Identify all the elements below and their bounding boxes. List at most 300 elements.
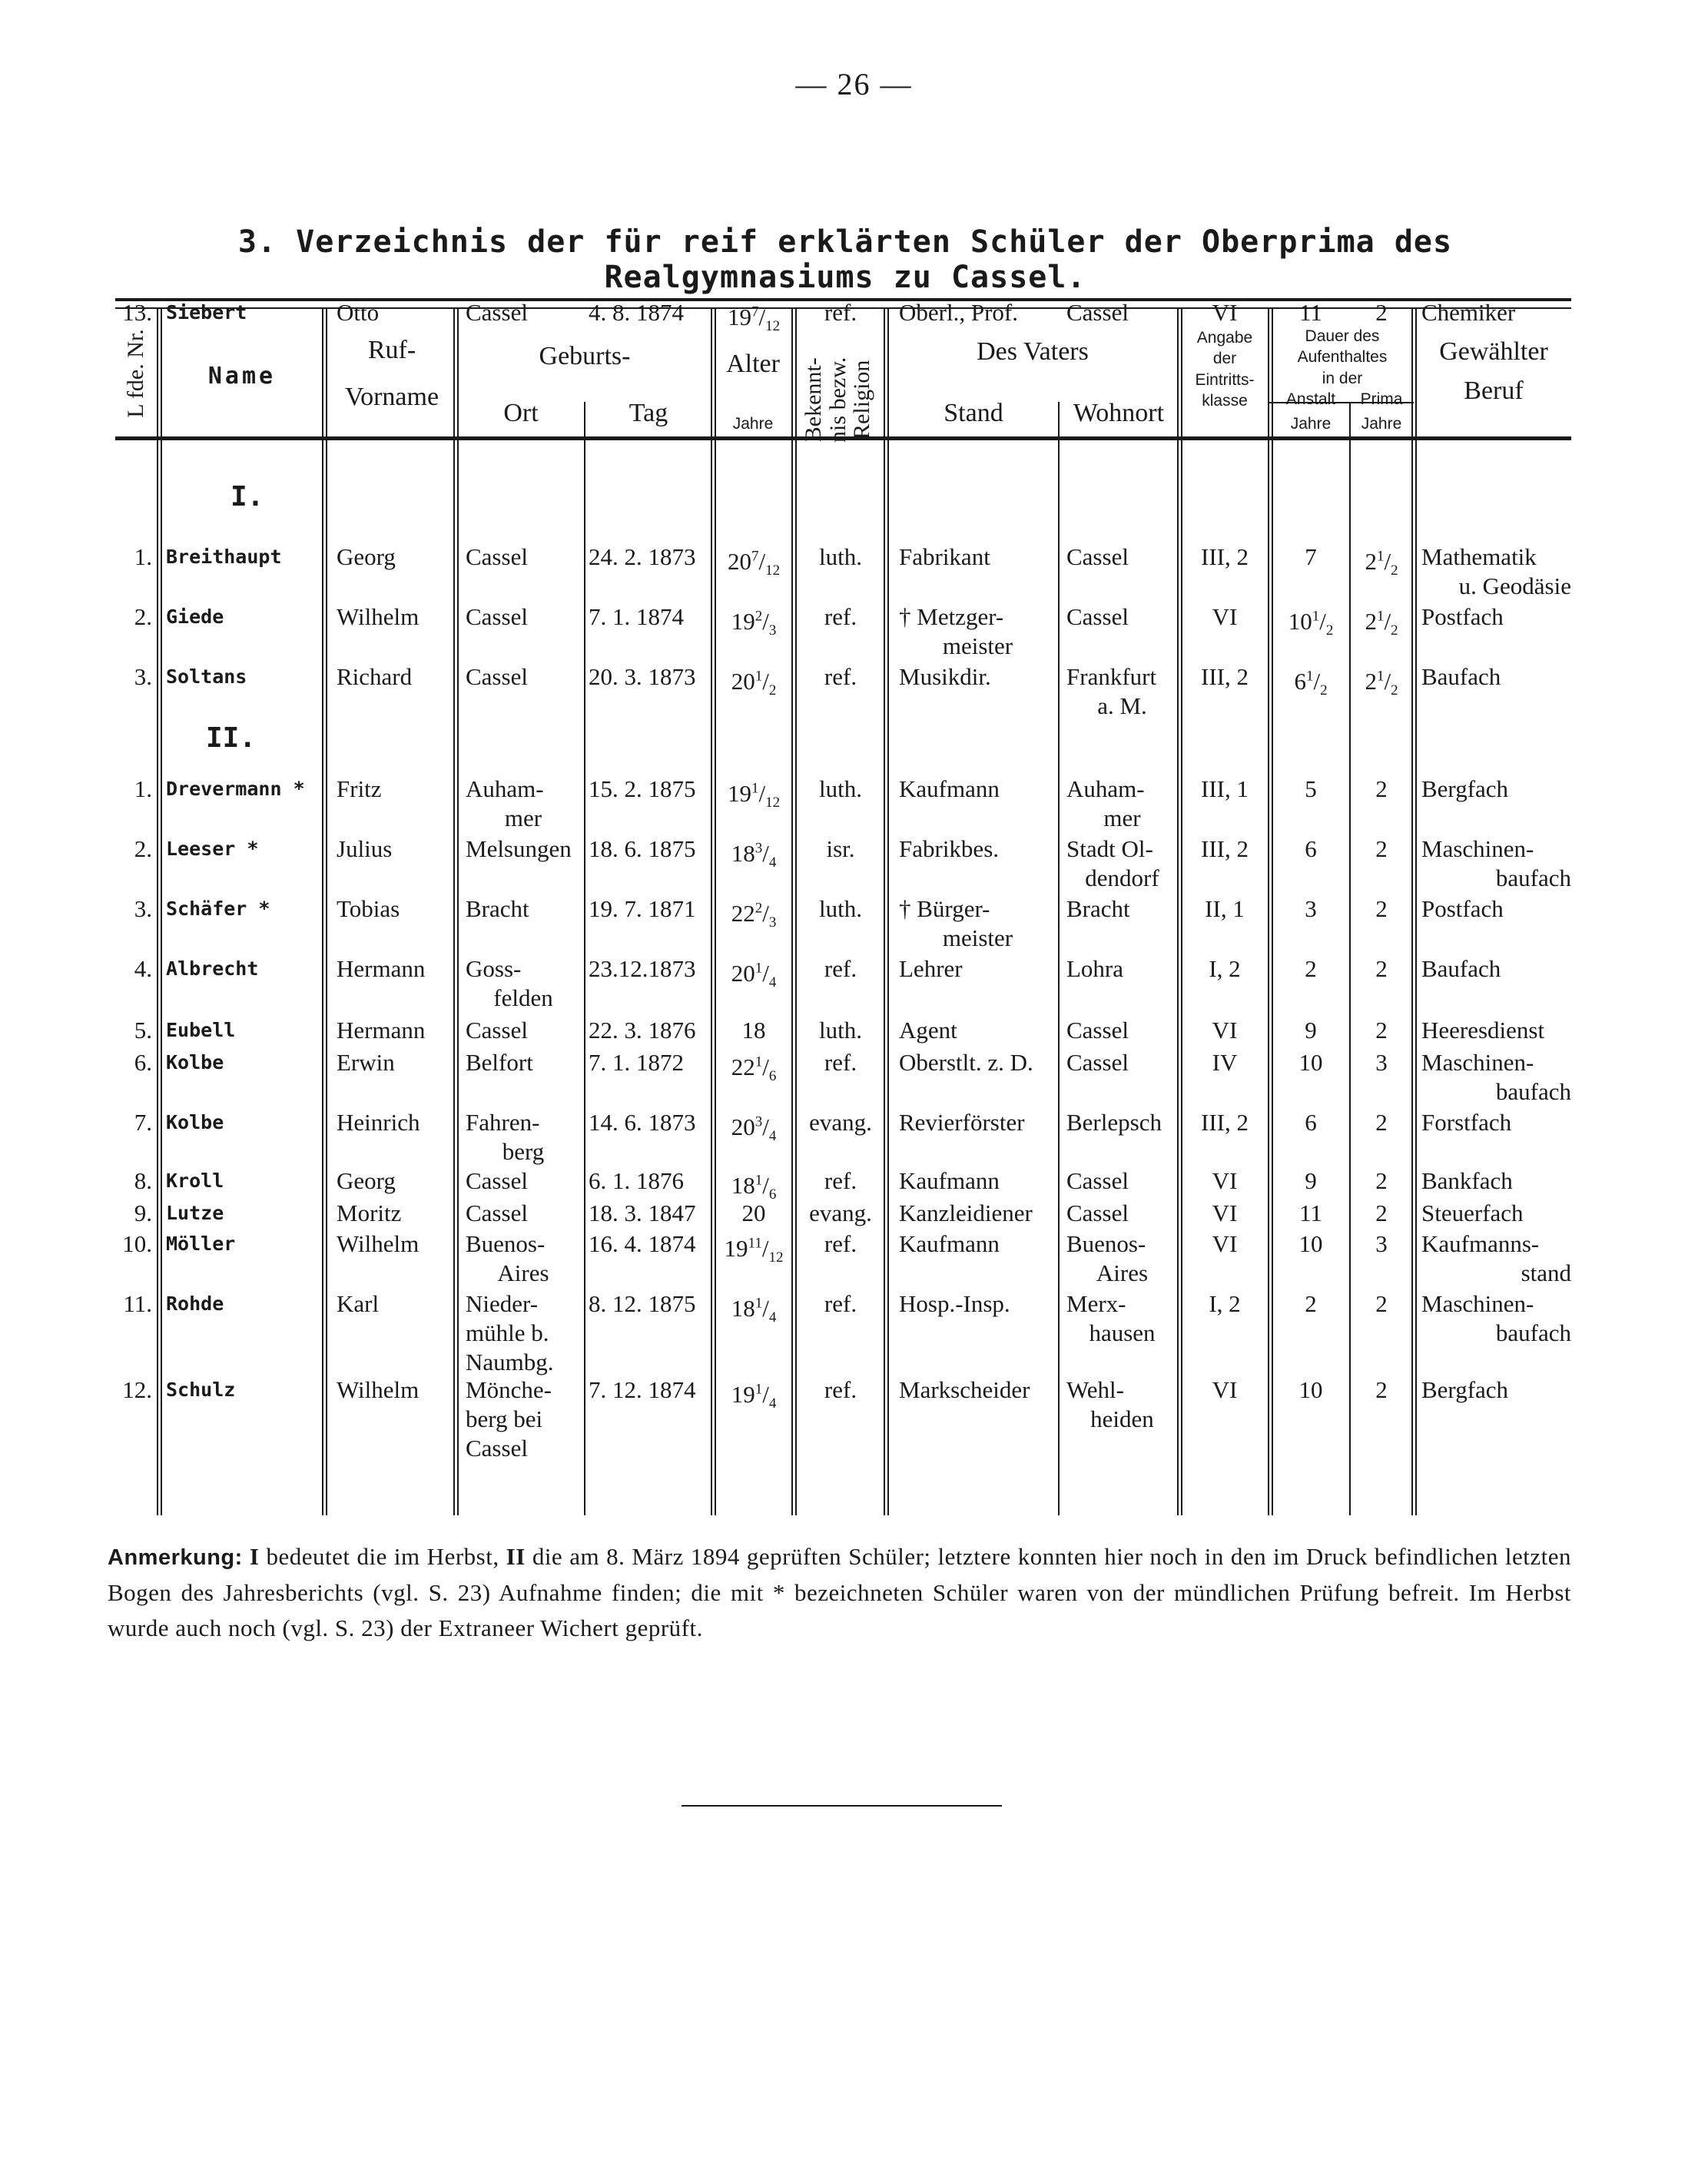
cell-name: Möller bbox=[166, 1233, 236, 1255]
cell-wohnort-line: Cassel bbox=[1066, 299, 1129, 326]
cell-prima bbox=[1351, 1166, 1412, 1196]
cell-anstalt bbox=[1272, 1229, 1349, 1259]
cell-stand bbox=[899, 298, 1056, 327]
cell-ort bbox=[466, 298, 581, 327]
cell-anstalt bbox=[1272, 1108, 1349, 1137]
cell-rel: ref. bbox=[824, 663, 857, 690]
section-label-i: I. bbox=[230, 481, 264, 513]
prima-value: 2 bbox=[1375, 835, 1388, 862]
cell-prima bbox=[1351, 894, 1412, 924]
cell-nr: 11. bbox=[123, 1290, 152, 1317]
cell-anstalt bbox=[1272, 662, 1349, 706]
cell-alter bbox=[716, 835, 791, 878]
cell-tag: 18. 6. 1875 bbox=[589, 835, 696, 862]
cell-nr: 6. bbox=[134, 1049, 152, 1076]
cell-prima bbox=[1351, 1016, 1412, 1045]
cell-wohnort-line: a. M. bbox=[1097, 692, 1147, 719]
cell-tag: 6. 1. 1876 bbox=[589, 1167, 684, 1194]
cell-wohnort-line: mer bbox=[1103, 805, 1141, 831]
cell-beruf-line: Maschinen- bbox=[1421, 835, 1534, 862]
cell-eintritt: VI bbox=[1212, 603, 1238, 630]
cell-beruf bbox=[1421, 1199, 1571, 1228]
column-divider bbox=[1411, 309, 1417, 1515]
cell-ort-line: berg bei bbox=[466, 1405, 543, 1432]
cell-anstalt bbox=[1272, 894, 1349, 924]
cell-wohnort-line: Cassel bbox=[1066, 1199, 1129, 1226]
prima-value: 2 bbox=[1375, 1290, 1388, 1317]
cell-beruf bbox=[1421, 835, 1571, 893]
cell-wohnort bbox=[1066, 1289, 1178, 1348]
cell-nr: 4. bbox=[134, 955, 152, 982]
cell-vorname: Richard bbox=[337, 663, 413, 690]
cell-rel: evang. bbox=[809, 1109, 872, 1136]
cell-beruf-line: Baufach bbox=[1421, 663, 1501, 690]
cell-beruf-line: Postfach bbox=[1421, 895, 1504, 922]
cell-anstalt bbox=[1272, 543, 1349, 572]
cell-ort-line: Buenos- bbox=[466, 1230, 546, 1257]
cell-ort-line: Fahren- bbox=[466, 1109, 540, 1136]
cell-eintritt: III, 2 bbox=[1201, 835, 1249, 862]
cell-alter bbox=[716, 1016, 791, 1045]
header-vaters: Des Vaters bbox=[977, 337, 1089, 366]
cell-ort bbox=[466, 1108, 581, 1166]
alter-value: 18 bbox=[741, 1017, 766, 1044]
anstalt-value: 2 bbox=[1305, 955, 1317, 982]
cell-eintritt: VI bbox=[1212, 1199, 1238, 1226]
cell-beruf bbox=[1421, 298, 1571, 327]
column-divider bbox=[884, 309, 889, 1515]
cell-stand bbox=[899, 894, 1056, 953]
bottom-rule bbox=[682, 1805, 1002, 1807]
cell-tag: 19. 7. 1871 bbox=[589, 895, 696, 922]
cell-stand-line: Markscheider bbox=[899, 1376, 1030, 1403]
cell-ort-line: Cassel bbox=[466, 1199, 528, 1226]
cell-beruf-line: Bergfach bbox=[1421, 775, 1509, 802]
cell-beruf bbox=[1421, 602, 1571, 632]
cell-vorname: Hermann bbox=[337, 955, 426, 982]
cell-wohnort bbox=[1066, 543, 1178, 572]
cell-nr: 1. bbox=[134, 775, 152, 802]
cell-wohnort bbox=[1066, 1229, 1178, 1288]
cell-alter bbox=[716, 1289, 791, 1333]
cell-ort bbox=[466, 1016, 581, 1045]
anstalt-value: 3 bbox=[1305, 895, 1317, 922]
cell-anstalt bbox=[1272, 602, 1349, 646]
cell-stand bbox=[899, 1289, 1056, 1319]
cell-wohnort bbox=[1066, 662, 1178, 721]
cell-rel: ref. bbox=[824, 299, 857, 326]
cell-eintritt: I, 2 bbox=[1209, 955, 1241, 982]
cell-vorname: Otto bbox=[337, 299, 380, 326]
cell-ort bbox=[466, 1229, 581, 1288]
cell-ort-line: Cassel bbox=[466, 1435, 528, 1462]
cell-stand bbox=[899, 1016, 1056, 1045]
cell-stand-line: Fabrikbes. bbox=[899, 835, 1000, 862]
cell-ort-line: Naumbg. bbox=[466, 1349, 554, 1375]
cell-vorname: Wilhelm bbox=[337, 1230, 420, 1257]
header-dauer-line3: in der bbox=[1322, 369, 1363, 387]
cell-ort bbox=[466, 1048, 581, 1077]
alter-value: $19^7/_{12}$ bbox=[727, 304, 781, 335]
cell-beruf-line: Maschinen- bbox=[1421, 1290, 1534, 1317]
cell-stand-line: Kaufmann bbox=[899, 775, 1000, 802]
cell-ort-line: Cassel bbox=[466, 1167, 528, 1194]
cell-nr: 3. bbox=[134, 663, 152, 690]
cell-nr: 5. bbox=[134, 1017, 152, 1044]
cell-wohnort-line: Frankfurt bbox=[1066, 663, 1157, 690]
footnote-label: Anmerkung: bbox=[108, 1545, 243, 1570]
cell-vorname: Tobias bbox=[337, 895, 400, 922]
cell-stand-line: Revierförster bbox=[899, 1109, 1025, 1136]
header-anstalt: Anstalt bbox=[1285, 390, 1336, 408]
cell-stand bbox=[899, 954, 1056, 984]
cell-eintritt: VI bbox=[1212, 1376, 1238, 1403]
cell-prima bbox=[1351, 1229, 1412, 1259]
cell-wohnort bbox=[1066, 1048, 1178, 1077]
cell-anstalt bbox=[1272, 775, 1349, 804]
cell-stand bbox=[899, 543, 1056, 572]
header-anstalt-jahre: Jahre bbox=[1290, 415, 1332, 433]
cell-stand bbox=[899, 1048, 1056, 1077]
alter-value: $20^1/_2$ bbox=[731, 668, 777, 699]
alter-value: $19^1/_4$ bbox=[731, 1381, 777, 1412]
cell-wohnort-line: Auham- bbox=[1066, 775, 1145, 802]
prima-value: 2 bbox=[1375, 1376, 1388, 1403]
cell-tag: 7. 12. 1874 bbox=[589, 1376, 696, 1403]
graduates-table bbox=[115, 298, 1571, 1516]
prima-value: 2 bbox=[1375, 299, 1388, 326]
cell-vorname: Georg bbox=[337, 1167, 396, 1194]
prima-value: 3 bbox=[1375, 1230, 1388, 1257]
footnote-roman-ii: II bbox=[506, 1543, 526, 1570]
cell-stand-line: Hosp.-Insp. bbox=[899, 1290, 1010, 1317]
cell-ort-line: Aires bbox=[497, 1259, 549, 1286]
cell-tag: 8. 12. 1875 bbox=[589, 1290, 696, 1317]
cell-vorname: Hermann bbox=[337, 1017, 426, 1044]
cell-ort-line: Nieder- bbox=[466, 1290, 539, 1317]
cell-beruf-line: baufach bbox=[1495, 1319, 1571, 1346]
cell-alter bbox=[716, 1108, 791, 1152]
cell-stand bbox=[899, 662, 1056, 692]
cell-wohnort-line: Cassel bbox=[1066, 1049, 1129, 1076]
cell-wohnort bbox=[1066, 1108, 1178, 1137]
cell-rel: ref. bbox=[824, 1049, 857, 1076]
cell-wohnort-line: Bracht bbox=[1066, 895, 1130, 922]
cell-rel: evang. bbox=[809, 1199, 872, 1226]
cell-eintritt: III, 2 bbox=[1201, 1109, 1249, 1136]
cell-name: Giede bbox=[166, 606, 224, 628]
column-divider bbox=[791, 309, 797, 1515]
cell-beruf bbox=[1421, 543, 1571, 601]
cell-ort-line: Auham- bbox=[466, 775, 544, 802]
cell-rel: luth. bbox=[819, 895, 862, 922]
header-angabe-line3: Eintritts- bbox=[1195, 370, 1255, 389]
cell-wohnort bbox=[1066, 894, 1178, 924]
cell-ort bbox=[466, 835, 581, 864]
cell-prima bbox=[1351, 1375, 1412, 1405]
page-title: 3. Verzeichnis der für reif erklärten Schüler der Oberprima des Realgymnasiums zu Cassel. bbox=[237, 224, 1453, 295]
cell-anstalt bbox=[1272, 298, 1349, 327]
header-bek-line1: Bekennt- bbox=[800, 357, 826, 443]
cell-ort-line: mer bbox=[504, 805, 542, 831]
cell-prima bbox=[1351, 835, 1412, 864]
header-bek-line2: nis bezw. bbox=[824, 357, 851, 443]
cell-wohnort bbox=[1066, 775, 1178, 833]
cell-wohnort-line: heiden bbox=[1090, 1405, 1154, 1432]
cell-vorname: Julius bbox=[337, 835, 393, 862]
cell-wohnort bbox=[1066, 1199, 1178, 1228]
cell-prima bbox=[1351, 1289, 1412, 1319]
prima-value: $2^1/_2$ bbox=[1365, 608, 1398, 639]
cell-wohnort bbox=[1066, 1016, 1178, 1045]
cell-ort-line: berg bbox=[502, 1138, 545, 1165]
prima-value: $2^1/_2$ bbox=[1365, 548, 1398, 579]
cell-anstalt bbox=[1272, 1016, 1349, 1045]
cell-name: Breithaupt bbox=[166, 546, 282, 568]
cell-alter bbox=[716, 1375, 791, 1419]
cell-beruf-line: Chemiker bbox=[1421, 299, 1516, 326]
prima-value: 2 bbox=[1375, 1167, 1388, 1194]
anstalt-value: 11 bbox=[1299, 299, 1322, 326]
cell-alter bbox=[716, 894, 791, 938]
cell-eintritt: VI bbox=[1212, 1167, 1238, 1194]
cell-rel: ref. bbox=[824, 603, 857, 630]
cell-alter bbox=[716, 1199, 791, 1228]
cell-ort bbox=[466, 894, 581, 924]
cell-ort-line: Cassel bbox=[466, 1017, 528, 1044]
cell-name: Rohde bbox=[166, 1292, 224, 1315]
alter-value: $18^1/_4$ bbox=[731, 1295, 777, 1326]
cell-nr: 10. bbox=[122, 1230, 152, 1257]
header-angabe-line2: der bbox=[1212, 350, 1237, 368]
cell-stand-line: † Bürger- bbox=[899, 895, 990, 922]
header-tag: Tag bbox=[628, 399, 668, 427]
cell-wohnort-line: Berlepsch bbox=[1066, 1109, 1162, 1136]
cell-vorname: Georg bbox=[337, 543, 396, 570]
cell-rel: ref. bbox=[824, 1230, 857, 1257]
alter-value: $19^2/_3$ bbox=[731, 608, 777, 639]
cell-beruf-line: Kaufmanns- bbox=[1421, 1230, 1540, 1257]
cell-alter bbox=[716, 543, 791, 586]
cell-eintritt: I, 2 bbox=[1209, 1290, 1241, 1317]
anstalt-value: 6 bbox=[1305, 1109, 1317, 1136]
header-bek-line3: Religion bbox=[848, 360, 874, 440]
cell-name: Drevermann * bbox=[166, 778, 305, 800]
cell-nr: 2. bbox=[134, 835, 152, 862]
cell-stand-line: † Metzger- bbox=[899, 603, 1004, 630]
cell-alter bbox=[716, 1229, 791, 1273]
cell-alter bbox=[716, 602, 791, 646]
prima-value: 2 bbox=[1375, 895, 1388, 922]
header-prima: Prima bbox=[1360, 390, 1403, 408]
alter-value: $20^3/_4$ bbox=[731, 1113, 777, 1145]
cell-wohnort-line: Cassel bbox=[1066, 603, 1129, 630]
column-divider bbox=[157, 309, 162, 1515]
cell-tag: 4. 8. 1874 bbox=[589, 299, 684, 326]
cell-beruf bbox=[1421, 1048, 1571, 1107]
cell-nr: 13. bbox=[122, 299, 152, 326]
cell-anstalt bbox=[1272, 1375, 1349, 1405]
cell-ort bbox=[466, 543, 581, 572]
cell-name: Kroll bbox=[166, 1170, 224, 1192]
cell-ort-line: Bracht bbox=[466, 895, 529, 922]
cell-nr: 12. bbox=[122, 1376, 152, 1403]
cell-eintritt: VI bbox=[1212, 1230, 1238, 1257]
cell-anstalt bbox=[1272, 954, 1349, 984]
cell-ort bbox=[466, 1166, 581, 1196]
anstalt-value: 2 bbox=[1305, 1290, 1317, 1317]
header-lfd-nr: L fde. Nr. bbox=[123, 329, 148, 418]
cell-ort-line: felden bbox=[493, 984, 553, 1011]
cell-name: Eubell bbox=[166, 1019, 236, 1041]
header-name: Name bbox=[207, 363, 277, 390]
cell-eintritt: III, 2 bbox=[1201, 543, 1249, 570]
cell-prima bbox=[1351, 775, 1412, 804]
cell-vorname: Wilhelm bbox=[337, 603, 420, 630]
cell-prima bbox=[1351, 602, 1412, 646]
anstalt-value: 5 bbox=[1305, 775, 1317, 802]
anstalt-value: 10 bbox=[1298, 1230, 1323, 1257]
cell-name: Schulz bbox=[166, 1379, 236, 1401]
header-dauer-line2: Aufenthaltes bbox=[1297, 348, 1388, 367]
cell-wohnort-line: Cassel bbox=[1066, 1017, 1129, 1044]
header-angabe-line1: Angabe bbox=[1196, 329, 1253, 347]
cell-rel: isr. bbox=[826, 835, 855, 862]
prima-value: 2 bbox=[1375, 1017, 1388, 1044]
header-bekenntnis bbox=[801, 342, 874, 457]
cell-tag: 16. 4. 1874 bbox=[589, 1230, 696, 1257]
footnote-text-2: die am 8. März 1894 geprüften Schüler; letztere konnten hier noch in den im Druck befindlichen letzten Bogen des Jahresberichts (vgl. S. 23) Aufnahme finden; die mit * bezeichneten Schüler waren von der mündlichen Prüfung befreit. Im Herbst wurde auch noch (vgl. S. 23) der Extraneer Wichert geprüft. bbox=[108, 1543, 1572, 1641]
header-beruf-line2: Beruf bbox=[1464, 376, 1524, 405]
cell-nr: 9. bbox=[134, 1199, 152, 1226]
cell-stand-line: Kaufmann bbox=[899, 1167, 1000, 1194]
cell-beruf-line: Mathematik bbox=[1421, 543, 1537, 570]
cell-wohnort-line: hausen bbox=[1089, 1319, 1156, 1346]
cell-tag: 7. 1. 1874 bbox=[589, 603, 684, 630]
cell-eintritt: IV bbox=[1212, 1049, 1238, 1076]
cell-beruf bbox=[1421, 662, 1571, 692]
cell-stand bbox=[899, 1375, 1056, 1405]
cell-anstalt bbox=[1272, 1289, 1349, 1319]
cell-beruf bbox=[1421, 1229, 1571, 1288]
cell-tag: 15. 2. 1875 bbox=[589, 775, 696, 802]
alter-value: $19^1/_{12}$ bbox=[727, 780, 781, 811]
cell-anstalt bbox=[1272, 1199, 1349, 1228]
cell-stand bbox=[899, 1108, 1056, 1137]
cell-rel: luth. bbox=[819, 543, 862, 570]
header-dauer bbox=[1272, 326, 1412, 389]
cell-beruf-line: Baufach bbox=[1421, 955, 1501, 982]
cell-wohnort-line: Aires bbox=[1096, 1259, 1149, 1286]
cell-wohnort-line: dendorf bbox=[1085, 864, 1159, 891]
column-divider bbox=[453, 309, 459, 1515]
cell-wohnort-line: Buenos- bbox=[1066, 1230, 1146, 1257]
cell-beruf-line: stand bbox=[1521, 1259, 1571, 1286]
cell-nr: 1. bbox=[134, 543, 152, 570]
cell-name: Lutze bbox=[166, 1202, 224, 1224]
header-geburts: Geburts- bbox=[539, 342, 631, 370]
cell-ort-line: Cassel bbox=[466, 603, 528, 630]
cell-name: Albrecht bbox=[166, 957, 259, 980]
header-alter: Alter bbox=[726, 350, 780, 378]
anstalt-value: 9 bbox=[1305, 1167, 1317, 1194]
cell-beruf bbox=[1421, 1108, 1571, 1137]
alter-value: $22^2/_3$ bbox=[731, 900, 777, 931]
cell-nr: 7. bbox=[134, 1109, 152, 1136]
cell-stand-line: Agent bbox=[899, 1017, 957, 1044]
cell-wohnort-line: Wehl- bbox=[1066, 1376, 1124, 1403]
cell-alter bbox=[716, 954, 791, 998]
cell-rel: ref. bbox=[824, 1290, 857, 1317]
cell-vorname: Moritz bbox=[337, 1199, 402, 1226]
header-angabe bbox=[1182, 327, 1268, 411]
footnote-roman-i: I bbox=[249, 1543, 260, 1570]
cell-wohnort bbox=[1066, 835, 1178, 893]
cell-tag: 22. 3. 1876 bbox=[589, 1017, 696, 1044]
cell-beruf bbox=[1421, 775, 1571, 804]
cell-wohnort-line: Stadt Ol- bbox=[1066, 835, 1153, 862]
column-divider bbox=[1058, 402, 1060, 1515]
cell-name: Kolbe bbox=[166, 1051, 224, 1073]
cell-ort bbox=[466, 1199, 581, 1228]
cell-stand-line: Oberstlt. z. D. bbox=[899, 1049, 1033, 1076]
cell-ort-line: Goss- bbox=[466, 955, 522, 982]
header-angabe-line4: klasse bbox=[1202, 391, 1248, 410]
cell-anstalt bbox=[1272, 835, 1349, 864]
header-beruf bbox=[1417, 337, 1570, 407]
cell-vorname: Fritz bbox=[337, 775, 382, 802]
cell-tag: 18. 3. 1847 bbox=[589, 1199, 696, 1226]
cell-beruf-line: Postfach bbox=[1421, 603, 1504, 630]
cell-ort-line: Cassel bbox=[466, 299, 528, 326]
header-ruf-line2: Vorname bbox=[344, 382, 439, 411]
cell-anstalt bbox=[1272, 1166, 1349, 1196]
cell-stand bbox=[899, 1229, 1056, 1259]
cell-ort bbox=[466, 662, 581, 692]
cell-wohnort bbox=[1066, 602, 1178, 632]
cell-ort-line: Cassel bbox=[466, 543, 528, 570]
cell-ort-line: Cassel bbox=[466, 663, 528, 690]
cell-wohnort-line: Lohra bbox=[1066, 955, 1124, 982]
prima-value: $2^1/_2$ bbox=[1365, 668, 1398, 699]
cell-alter bbox=[716, 662, 791, 706]
cell-prima bbox=[1351, 298, 1412, 327]
alter-value: $20^7/_{12}$ bbox=[727, 548, 781, 579]
anstalt-value: 9 bbox=[1305, 1017, 1317, 1044]
header-ruf-line1: Ruf- bbox=[367, 336, 416, 364]
cell-wohnort bbox=[1066, 1166, 1178, 1196]
cell-prima bbox=[1351, 1199, 1412, 1228]
cell-alter bbox=[716, 298, 791, 342]
cell-wohnort-line: Merx- bbox=[1066, 1290, 1126, 1317]
alter-value: $18^1/_6$ bbox=[731, 1172, 777, 1203]
cell-beruf bbox=[1421, 894, 1571, 924]
alter-value: $22^1/_6$ bbox=[731, 1054, 777, 1085]
cell-eintritt: III, 2 bbox=[1201, 663, 1249, 690]
header-prima-jahre: Jahre bbox=[1361, 415, 1402, 433]
cell-nr: 8. bbox=[134, 1167, 152, 1194]
cell-ort bbox=[466, 1289, 581, 1377]
prima-value: 2 bbox=[1375, 955, 1388, 982]
anstalt-value: 7 bbox=[1305, 543, 1317, 570]
cell-vorname: Wilhelm bbox=[337, 1376, 420, 1403]
cell-vorname: Erwin bbox=[337, 1049, 395, 1076]
cell-beruf bbox=[1421, 1375, 1571, 1405]
cell-stand-line: meister bbox=[942, 632, 1013, 659]
cell-stand-line: Lehrer bbox=[899, 955, 963, 982]
prima-value: 2 bbox=[1375, 1199, 1388, 1226]
cell-beruf-line: Maschinen- bbox=[1421, 1049, 1534, 1076]
